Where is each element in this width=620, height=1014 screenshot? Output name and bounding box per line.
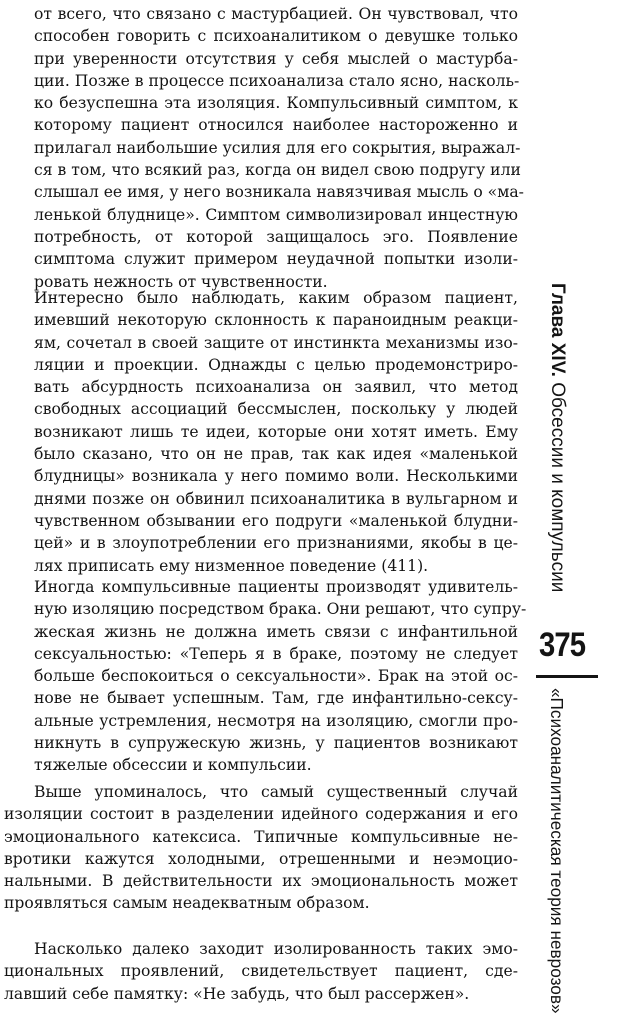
text-line: при уверенности отсутствия у себя мыслей о мастурба- (34, 49, 518, 68)
text-line: вротики кажутся холодными, отрешенными и неэмоцио- (4, 849, 518, 868)
text-line: цей» и в злоупотреблении его признаниями, якобы в це- (34, 534, 518, 553)
text-line: имевший некоторую склонность к параноидным реакци- (34, 311, 518, 330)
text-line: ям, сочетал в своей защите от инстинкта механизмы изо- (34, 333, 518, 352)
running-head (543, 283, 573, 613)
text-line: Иногда компульсивные пациенты производят удивитель- (34, 578, 518, 596)
text-line: ко безуспешна эта изоляция. Компульсивный симптом, к (34, 94, 518, 113)
text-line: от всего, что связано с мастурбацией. Он чувствовал, что (34, 5, 518, 23)
text-line: чувственном обзывании его подруги «маленькой блудни- (34, 511, 518, 530)
text-line: лавший себе памятку: «Не забудь, что был рассержен». (4, 984, 470, 1003)
text-line: нальными. В действительности их эмоциональность может (4, 872, 518, 891)
text-line: свободных ассоциаций бессмыслен, поскольку у людей (34, 400, 518, 419)
text-line: никнуть в супружескую жизнь, у пациентов возникают (34, 734, 518, 753)
text-line: способен говорить с психоаналитиком о девушке только (34, 27, 518, 46)
text-line: возникают лишь те идеи, которые они хотят иметь. Ему (34, 422, 518, 441)
text-line: ровать нежность от чувственности. (34, 272, 328, 291)
text-line: ную изоляцию посредством брака. Они решают, что супру- (34, 600, 527, 619)
paragraph-5 (4, 938, 518, 1005)
text-line: больше беспокоиться о сексуальности». Брак на этой ос- (34, 667, 518, 686)
paragraph-4 (4, 781, 518, 915)
running-head-text (545, 283, 569, 592)
text-line: альные устремления, несмотря на изоляцию, смогли про- (34, 711, 518, 730)
text-line: прилагал наибольшие усилия для его сокрытия, выражал- (34, 138, 521, 157)
text-line: Насколько далеко заходит изолированность таких эмо- (34, 940, 518, 958)
paragraph-1 (34, 3, 524, 293)
text-line: жеская жизнь не должна иметь связи с инфантильной (34, 622, 518, 641)
text-line: было сказано, что он не прав, так как идея «маленькой (34, 445, 518, 464)
text-line: проявляться самым неадекватным образом. (4, 894, 370, 913)
text-line: ции. Позже в процессе психоанализа стало ясно, насколь- (34, 71, 520, 90)
text-line: вать абсурдность психоанализа он заявил, что метод (34, 378, 518, 397)
chapter-title: Обсессии и компульсии (547, 382, 568, 593)
text-line: днями позже он обвинил психоаналитика в вульгарном и (34, 489, 518, 508)
text-line: слышал ее имя, у него возникала навязчивая мысль о «ма- (34, 183, 524, 202)
text-line: Выше упоминалось, что самый существенный случай (34, 783, 518, 801)
text-line: потребность, от которой защищалось эго. Появление (34, 227, 518, 246)
text-line: ляции и проекции. Однажды с целью продемонстриро- (34, 355, 518, 374)
text-line: сексуальностью: «Теперь я в браке, поэтому не следует (34, 644, 518, 663)
book-title: «Психоаналитическая теория неврозов» (547, 688, 567, 1014)
text-line: эмоционального катексиса. Типичные компульсивные не- (4, 827, 518, 846)
chapter-label: Глава XIV. (547, 283, 568, 377)
text-line: которому пациент относился наиболее настороженно и (34, 116, 518, 135)
paragraph-2 (34, 287, 518, 577)
paragraph-3 (34, 576, 527, 777)
text-line: лях приписать ему низменное поведение (411). (34, 556, 429, 575)
text-line: нове не бывает успешным. Там, где инфантильно-сексу- (34, 689, 518, 708)
page-number: 375 (539, 626, 586, 664)
text-line: ленькой блуднице». Симптом символизировал инцестную (34, 205, 518, 224)
text-line: изоляции состоит в разделении идейного содержания и его (4, 805, 518, 824)
page-number-rule (536, 675, 598, 678)
text-line: ся в том, что всякий раз, когда он видел свою подругу или (34, 161, 521, 180)
text-line: Интересно было наблюдать, каким образом пациент, (34, 289, 518, 307)
text-line: циональных проявлений, свидетельствует пациент, сде- (4, 962, 518, 981)
text-line: блудницы» возникала у него помимо воли. Несколькими (34, 467, 518, 486)
text-line: тяжелые обсессии и компульсии. (34, 756, 312, 775)
text-line: симптома служит примером неудачной попытки изоли- (34, 250, 518, 269)
book-title-wrap (543, 688, 573, 1014)
